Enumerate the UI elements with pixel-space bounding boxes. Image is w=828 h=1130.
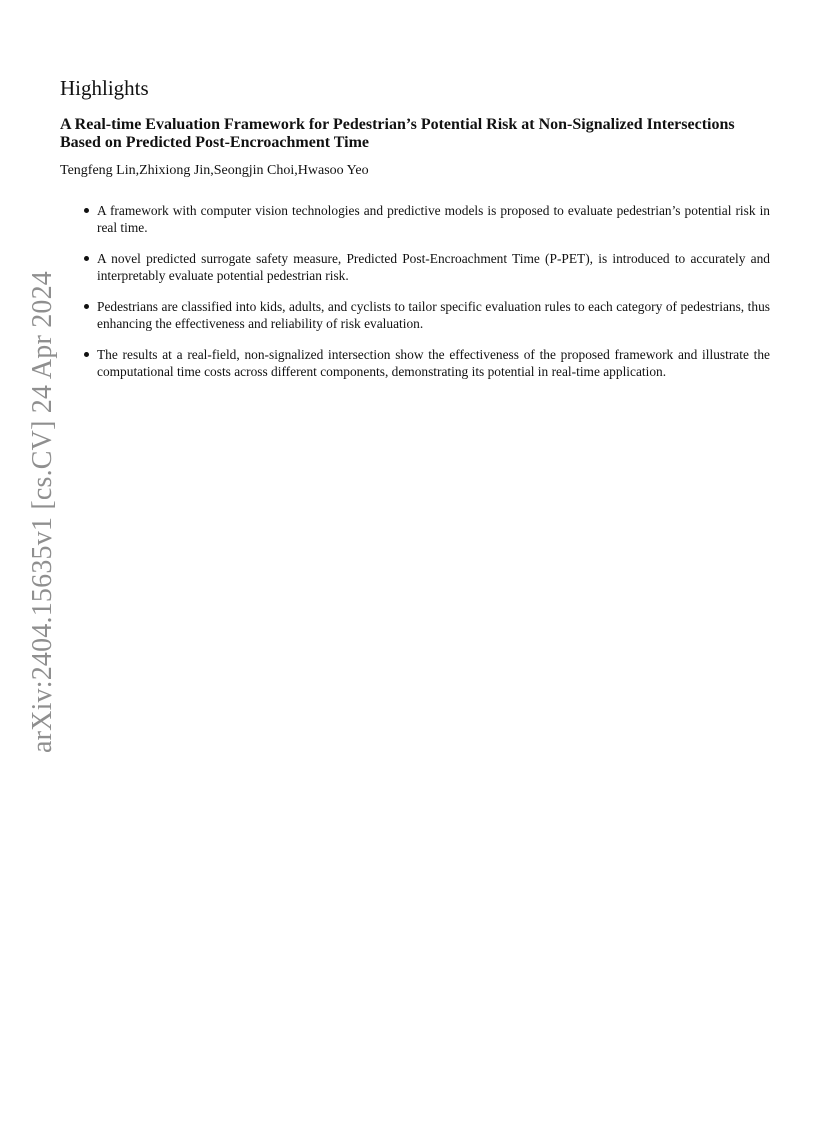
highlights-list bbox=[60, 202, 770, 380]
highlight-item bbox=[97, 202, 770, 236]
highlight-text: A novel predicted surrogate safety measure, Predicted Post-Encroachment Time (P-PET), is introduced to accurately and interpretably evaluate potential pedestrian risk. bbox=[97, 251, 770, 284]
bullet-icon bbox=[84, 304, 89, 309]
bullet-icon bbox=[84, 352, 89, 357]
highlights-heading: Highlights bbox=[60, 76, 149, 100]
highlight-item bbox=[97, 298, 770, 332]
highlight-text: Pedestrians are classified into kids, adults, and cyclists to tailor specific evaluation rules to each category of pedestrians, thus enhancing the effectiveness and reliability of risk evaluation. bbox=[97, 299, 770, 332]
paper-title: A Real-time Evaluation Framework for Pedestrian’s Potential Risk at Non-Signalized Intersections Based on Predicted Post-Encroachment Time bbox=[60, 116, 735, 152]
arxiv-identifier-stamp bbox=[23, 247, 63, 777]
highlight-text: The results at a real-field, non-signalized intersection show the effectiveness of the proposed framework and illustrate the computational time costs across different components, demonstrating its potential in real-time application. bbox=[97, 347, 770, 380]
bullet-icon bbox=[84, 208, 89, 213]
bullet-icon bbox=[84, 256, 89, 261]
highlight-text: A framework with computer vision technologies and predictive models is proposed to evaluate pedestrian’s potential risk in real time. bbox=[97, 203, 770, 236]
author-list: Tengfeng Lin,Zhixiong Jin,Seongjin Choi,Hwasoo Yeo bbox=[60, 163, 369, 179]
highlight-item bbox=[97, 250, 770, 284]
highlight-item bbox=[97, 346, 770, 380]
arxiv-identifier-text: arXiv:2404.15635v1 [cs.CV] 24 Apr 2024 bbox=[27, 270, 59, 754]
highlights-page bbox=[60, 76, 770, 394]
